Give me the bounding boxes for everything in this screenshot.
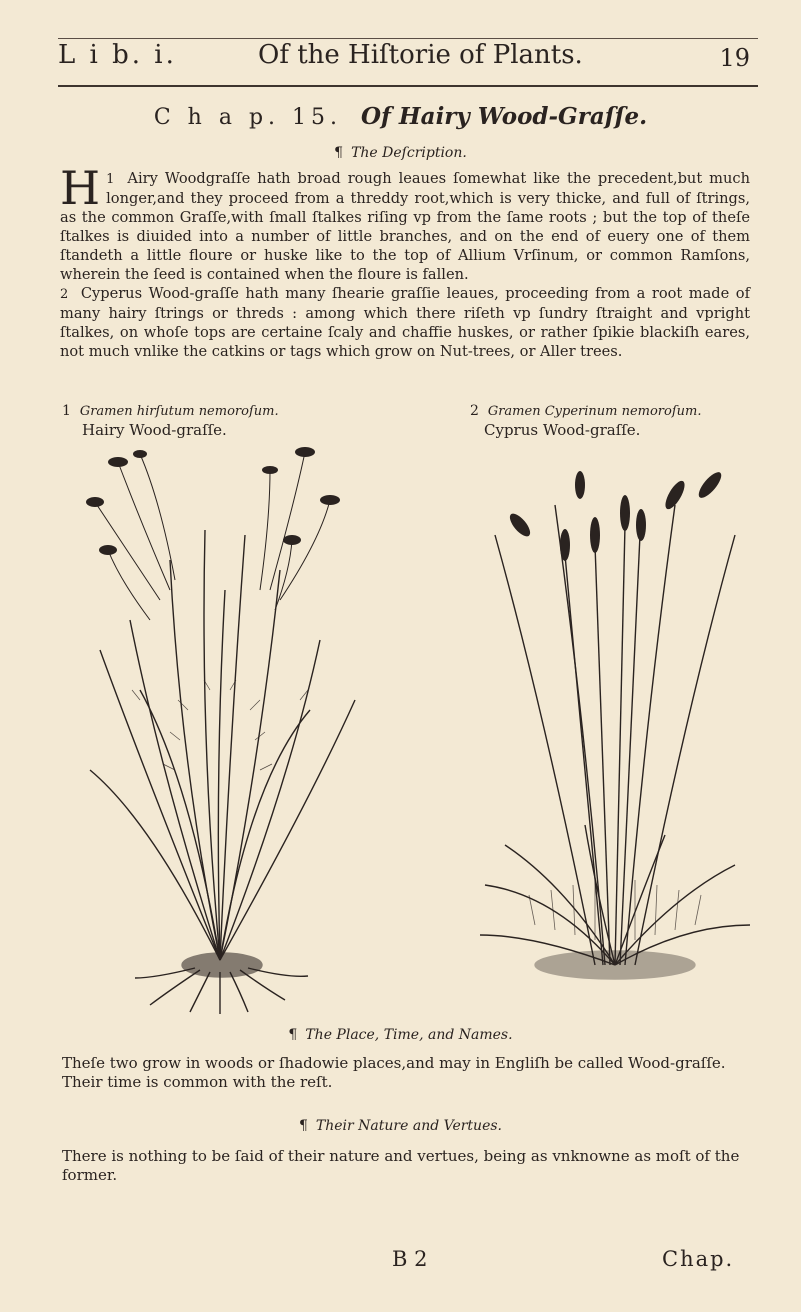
- top-rule: [58, 38, 758, 39]
- paragraph-number: 2: [60, 287, 69, 302]
- book-number: L i b. i.: [58, 40, 177, 70]
- head-rule: [58, 85, 758, 87]
- figure-number: 2: [470, 403, 479, 419]
- figure-english-name: Hairy Wood-graſſe.: [82, 421, 227, 439]
- pilcrow-icon: ¶: [334, 145, 344, 161]
- place-time-names-text: Theſe two grow in woods or ſhadowie places,and may in Engliſh be called Wood-graſſe. Their time is common with the reſt.: [62, 1054, 726, 1091]
- woodcut-hairy-wood-grass: [80, 440, 370, 1020]
- figure-number: 1: [62, 403, 71, 419]
- paragraph-text: Airy Woodgraſſe hath broad rough leaues ſomewhat like the precedent,but much longer,and they proceed from a threddy root,which is very thicke, and full of ſtrings, as the common Graſſe,with ſmall ſtalkes riſing vp from the ſame roots ; but the top of theſe ſtalkes is diuided into a number of little branches, and on the end of euery one of them ſtandeth a little floure or huske like to the top of Allium Vrſinum, or common Ramſons, wherein the ſeed is contained when the floure is fallen.: [60, 170, 750, 283]
- running-title: Of the Hiſtorie of Plants.: [258, 40, 583, 70]
- drop-cap: H: [60, 161, 101, 215]
- chapter-label: C h a p. 15.: [153, 105, 342, 130]
- place-time-names-heading: ¶ The Place, Time, and Names.: [288, 1027, 513, 1043]
- pilcrow-icon: ¶: [288, 1027, 298, 1043]
- pilcrow-icon: ¶: [299, 1118, 308, 1134]
- description-heading: ¶ The Deſcription.: [334, 145, 467, 161]
- paragraph-1: [60, 161, 750, 284]
- figure-1-caption: [62, 402, 279, 439]
- chapter-heading: [0, 103, 801, 130]
- paragraph-text: Cyperus Wood-graſſe hath many ſhearie graſſie leaues, proceeding from a root made of many hairy ſtrings or threds : among which there riſeth vp ſundry ſtraight and vpright ſtalkes, on whoſe tops are certaine ſcaly and chaffie huskes, or rather ſpikie blackiſh eares, not much vnlike the catkins or tags which grow on Nut-trees, or Aller trees.: [60, 285, 750, 360]
- nature-vertues-heading: ¶ Their Nature and Vertues.: [299, 1118, 502, 1134]
- figure-latin-name: Gramen hirſutum nemoroſum.: [79, 404, 279, 419]
- catchword: Chap.: [662, 1247, 735, 1271]
- running-head: [58, 40, 758, 80]
- paragraph-2: [60, 284, 750, 361]
- figure-latin-name: Gramen Cyperinum nemoroſum.: [487, 404, 702, 419]
- page-number: 19: [719, 44, 750, 72]
- figure-2-caption: [470, 402, 702, 439]
- figure-english-name: Cyprus Wood-graſſe.: [484, 421, 641, 439]
- chapter-title: Of Hairy Wood-Graſſe.: [361, 103, 648, 130]
- signature-mark: B 2: [392, 1247, 428, 1271]
- woodcut-cyprus-wood-grass: [475, 465, 755, 1015]
- paragraph-number: 1: [106, 172, 115, 187]
- nature-vertues-text: There is nothing to be ſaid of their nature and vertues, being as vnknowne as moſt of the former.: [62, 1147, 740, 1184]
